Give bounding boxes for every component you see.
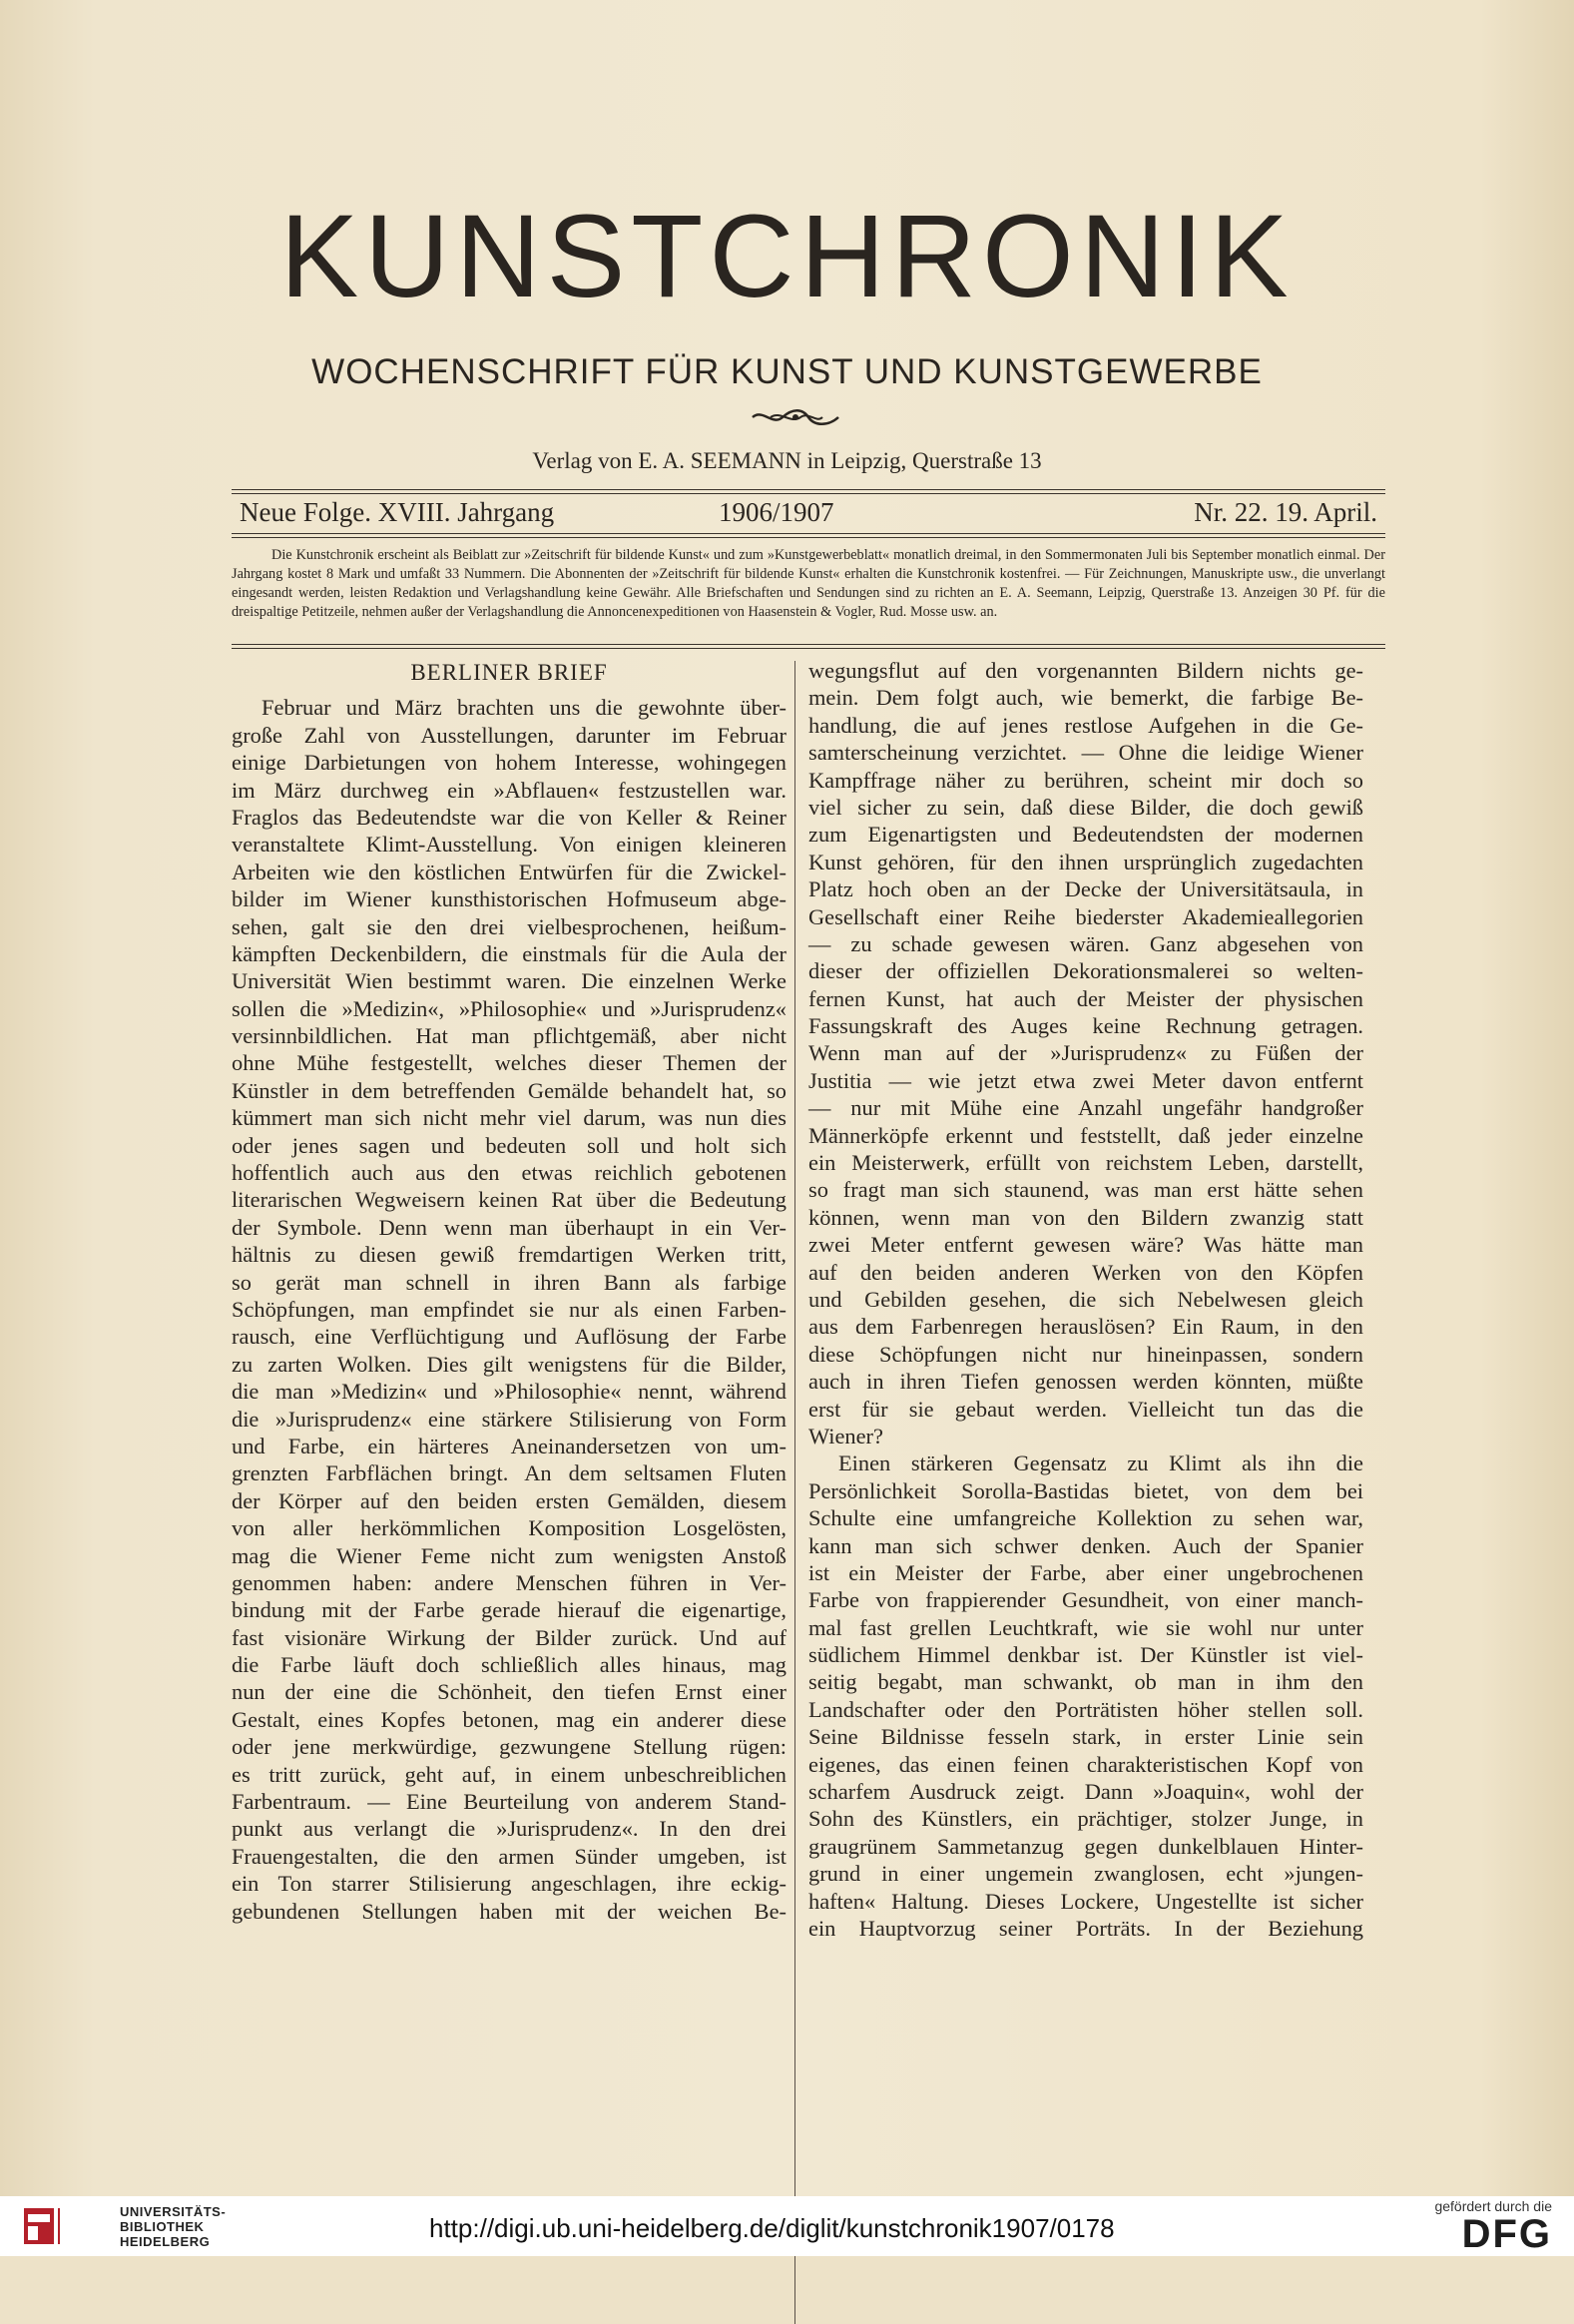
article-line: viel sicher zu sein, daß diese Bilder, die doch gewiß xyxy=(808,794,1363,820)
article-line: einige Darbietungen von hohem Interesse, wohingegen xyxy=(232,750,787,776)
article-column-left xyxy=(232,659,787,1925)
article-line: — nur mit Mühe eine Anzahl ungefähr handgroßer xyxy=(808,1095,1363,1121)
article-line: kann man sich schwer denken. Auch der Spanier xyxy=(808,1532,1363,1558)
article-line: sollen die »Medizin«, »Philosophie« und »Jurisprudenz« xyxy=(232,995,787,1021)
article-line: literarischen Wegweisern keinen Rat über die Bedeutung xyxy=(232,1187,787,1213)
article-line: und Farbe, ein härteres Aneinandersetzen von um- xyxy=(232,1433,787,1458)
article-line: so gerät man schnell in ihren Bann als farbige xyxy=(232,1269,787,1295)
article-line: die »Jurisprudenz« eine stärkere Stilisierung von Form xyxy=(232,1406,787,1432)
article-line: Seine Bildnisse fesseln stark, in erster Linie sein xyxy=(808,1724,1363,1750)
footer-bar xyxy=(0,2196,1574,2256)
article-line: Wiener? xyxy=(808,1423,883,1449)
library-line-1: UNIVERSITÄTS- xyxy=(120,2204,227,2219)
rule-mid-2 xyxy=(232,537,1385,538)
article-column-right xyxy=(808,657,1363,1942)
article-line: Fassungskraft des Auges keine Rechnung getragen. xyxy=(808,1013,1363,1039)
article-line: gebundenen Stellungen haben mit der weichen Be- xyxy=(232,1898,787,1924)
rule-bottom xyxy=(232,644,1385,645)
article-line: zum Eigenartigsten und Bedeutendsten der modernen xyxy=(808,822,1363,848)
article-line: Persönlichkeit Sorolla-Bastidas bietet, von dem bei xyxy=(808,1477,1363,1503)
article-line: fernen Kunst, hat auch der Meister der physischen xyxy=(808,985,1363,1011)
article-line: südlichem Himmel denkbar ist. Der Künstler ist viel- xyxy=(808,1642,1363,1668)
article-line: ist ein Meister der Farbe, aber einer ungebrochenen xyxy=(808,1559,1363,1585)
article-line: so fragt man sich staunend, was man erst hätte sehen xyxy=(808,1177,1363,1203)
article-line: Frauengestalten, die den armen Sünder umgeben, ist xyxy=(232,1843,787,1869)
source-url-link[interactable]: http://digi.ub.uni-heidelberg.de/diglit/kunstchronik1907/0178 xyxy=(429,2213,1115,2243)
article-line: der Körper auf den beiden ersten Gemälden, diesem xyxy=(232,1487,787,1513)
dfg-logo: DFG xyxy=(1461,2212,1552,2256)
article-line: zu zarten Wolken. Dies gilt wenigstens für die Bilder, xyxy=(232,1351,787,1377)
article-line: Gesellschaft einer Reihe biederster Akademieallegorien xyxy=(808,903,1363,929)
article-line: der Symbole. Denn wenn man überhaupt in ein Ver- xyxy=(232,1214,787,1240)
masthead-title: KUNSTCHRONIK xyxy=(279,191,1295,322)
article-line: erst für sie gebaut werden. Vielleicht tun das die xyxy=(808,1396,1363,1422)
article-line: Arbeiten wie den köstlichen Entwürfen für die Zwickel- xyxy=(232,859,787,884)
article-line: scharfem Ausdruck zeigt. Dann »Joaquin«, wohl der xyxy=(808,1779,1363,1805)
article-line: punkt aus verlangt die »Jurisprudenz«. In den drei xyxy=(232,1816,787,1842)
article-line: oder jenes sagen und bedeuten soll und holt sich xyxy=(232,1132,787,1158)
rule-mid xyxy=(232,533,1385,534)
article-line: nun der eine die Schönheit, den tiefen Ernst einer xyxy=(232,1679,787,1705)
article-line: Platz hoch oben an der Decke der Universitätsaula, in xyxy=(808,876,1363,902)
article-line: kämpften Deckenbildern, die einstmals für die Aula der xyxy=(232,940,787,966)
article-line: Schöpfungen, man empfindet sie nur als einen Farben- xyxy=(232,1296,787,1322)
article-line: die Farbe läuft doch schließlich alles hinaus, mag xyxy=(232,1652,787,1678)
article-line: von aller herkömmlichen Komposition Losgelösten, xyxy=(232,1515,787,1541)
article-line: hältnis zu diesen gewiß fremdartigen Werken tritt, xyxy=(232,1242,787,1268)
article-line: — zu schade gewesen wären. Ganz abgesehen von xyxy=(808,930,1363,956)
article-line: ein Meisterwerk, erfüllt von reichstem Leben, darstellt, xyxy=(808,1150,1363,1176)
article-line: Sohn des Künstlers, ein prächtiger, stolzer Junge, in xyxy=(808,1806,1363,1832)
article-line: Männerköpfe erkennt und feststellt, daß jeder einzelne xyxy=(808,1122,1363,1148)
rule-bottom-2 xyxy=(232,648,1385,649)
article-line: sehen, galt sie den drei vielbesprochenen, heißum- xyxy=(232,913,787,939)
article-line: diese Schöpfungen nicht nur hineinpassen, sondern xyxy=(808,1341,1363,1367)
article-line: Fraglos das Bedeutendste war die von Keller & Reiner xyxy=(232,804,787,830)
article-line: samterscheinung verzichtet. — Ohne die leidige Wiener xyxy=(808,740,1363,766)
article-line: haften« Haltung. Dieses Lockere, Ungestellte ist sicher xyxy=(808,1888,1363,1914)
article-line: dieser der offiziellen Dekorationsmalerei so welten- xyxy=(808,958,1363,984)
article-heading: BERLINER BRIEF xyxy=(410,660,608,685)
article-line: können, wenn man von den Bildern zwanzig statt xyxy=(808,1204,1363,1230)
university-logo-icon xyxy=(22,2204,112,2248)
article-line: grund in einer ungemein zwanglosen, echt »jungen- xyxy=(808,1861,1363,1887)
article-line: mal fast grellen Leuchtkraft, wie sie wohl nur unter xyxy=(808,1614,1363,1640)
rule-top-2 xyxy=(232,493,1385,494)
article-line: große Zahl von Ausstellungen, darunter im Februar xyxy=(232,722,787,748)
article-line: mag die Wiener Feme nicht zum wenigsten Anstoß xyxy=(232,1542,787,1568)
issue-row xyxy=(240,497,1377,527)
issue-series: Neue Folge. XVIII. Jahrgang xyxy=(240,497,555,527)
article-line: und Gebilden gesehen, die sich Nebelwesen gleich xyxy=(808,1286,1363,1312)
article-line: auch in ihren Tiefen genossen werden könnten, müßte xyxy=(808,1369,1363,1395)
article-line: Universität Wien bestimmt waren. Die einzelnen Werke xyxy=(232,968,787,994)
article-line: kümmert man sich nicht mehr viel darum, was nun dies xyxy=(232,1105,787,1131)
article-line: Einen stärkeren Gegensatz zu Klimt als ihn die xyxy=(838,1451,1363,1476)
article-line: Schulte eine umfangreiche Kollektion zu sehen war, xyxy=(808,1505,1363,1531)
article-line: ohne Mühe festgestellt, welches dieser Themen der xyxy=(232,1050,787,1076)
article-line: ein Ton starrer Stilisierung angeschlagen, ihre eckig- xyxy=(232,1871,787,1897)
article-line: Kampffrage näher zu berühren, scheint mir doch so xyxy=(808,767,1363,793)
article-line: Landschafter oder den Porträtisten höher stellen soll. xyxy=(808,1696,1363,1722)
issue-years: 1906/1907 xyxy=(719,497,834,527)
article-line: Wenn man auf der »Jurisprudenz« zu Füßen der xyxy=(808,1040,1363,1066)
ornament-icon xyxy=(751,406,840,428)
notice-text: Die Kunstchronik erscheint als Beiblatt zur »Zeitschrift für bildende Kunst« und zum »Kunstgewerbeblatt« monatlich dreimal, in den Sommermonaten Juli bis September monatlich einmal. Der Jahrgang kostet 8 Mark und umfaßt 33 Nummern. Die Abonnenten der »Zeitschrift für bildende Kunst« erhalten die Kunstchronik kostenfrei. — Für Zeichnungen, Manuskripte usw., die unverlangt eingesandt werden, leisten Redaktion und Verlagshandlung keine Gewähr. Alle Briefschaften und Sendungen sind zu richten an E. A. Seemann, Leipzig, Querstraße 13. Anzeigen 30 Pf. für die dreispaltige Petitzeile, nehmen außer der Verlagshandlung die Annoncenexpeditionen von Haasenstein & Vogler, Rud. Mosse usw. an. xyxy=(232,547,1385,620)
article-line: eigenes, das einen feinen charakteristischen Kopf von xyxy=(808,1751,1363,1777)
article-line: Künstler in dem betreffenden Gemälde behandelt hat, so xyxy=(232,1077,787,1103)
issue-number: Nr. 22. 19. April. xyxy=(1194,497,1377,527)
article-line: veranstaltete Klimt-Ausstellung. Von einigen kleineren xyxy=(232,832,787,858)
masthead-subtitle: WOCHENSCHRIFT FÜR KUNST UND KUNSTGEWERBE xyxy=(311,352,1263,391)
column-divider xyxy=(794,661,795,2324)
article-line: Farbentraum. — Eine Beurteilung von anderem Stand- xyxy=(232,1789,787,1815)
article-line: ein Hauptvorzug seiner Porträts. In der Beziehung xyxy=(808,1915,1363,1941)
article-line: auf den beiden anderen Werken von den Köpfen xyxy=(808,1259,1363,1285)
article-line: zwei Meter entfernt gewesen wäre? Was hätte man xyxy=(808,1232,1363,1258)
university-name xyxy=(120,2204,226,2249)
publisher-line: Verlag von E. A. SEEMANN in Leipzig, Querstraße 13 xyxy=(532,448,1042,473)
article-line: bindung mit der Farbe gerade hierauf die eigenartige, xyxy=(232,1597,787,1623)
article-line: handlung, die auf jenes restlose Aufgehen in die Ge- xyxy=(808,712,1363,738)
article-line: rausch, eine Verflüchtigung und Auflösung der Farbe xyxy=(232,1324,787,1350)
library-line-2: BIBLIOTHEK xyxy=(120,2219,205,2234)
article-line: graugrünem Sammetanzug gegen dunkelblauen Hinter- xyxy=(808,1833,1363,1859)
article-line: bilder im Wiener kunsthistorischen Hofmuseum abge- xyxy=(232,886,787,912)
article-line: aus dem Farbenregen herauslösen? Ein Raum, in den xyxy=(808,1314,1363,1340)
article-line: im März durchweg ein »Abflauen« festzustellen war. xyxy=(232,777,787,803)
article-line: die man »Medizin« und »Philosophie« nennt, während xyxy=(232,1379,787,1405)
article-line: seitig begabt, man schwankt, ob man in ihm den xyxy=(808,1669,1363,1695)
subscription-notice xyxy=(232,546,1385,622)
article-line: grenzten Farbflächen bringt. An dem seltsamen Fluten xyxy=(232,1460,787,1486)
article-line: oder jene merkwürdige, gezwungene Stellung rügen: xyxy=(232,1734,787,1760)
library-line-3: HEIDELBERG xyxy=(120,2234,211,2249)
article-line: genommen haben: andere Menschen führen in Ver- xyxy=(232,1569,787,1595)
article-line: Justitia — wie jetzt etwa zwei Meter davon entfernt xyxy=(808,1067,1363,1093)
article-line: mein. Dem folgt auch, wie bemerkt, die farbige Be- xyxy=(808,685,1363,711)
article-line: versinnbildlichen. Hat man pflichtgemäß, aber nicht xyxy=(232,1023,787,1049)
article-line: Kunst gehören, für den ihnen ursprünglich zugedachten xyxy=(808,849,1363,874)
article-line: Gestalt, eines Kopfes betonen, mag ein anderer diese xyxy=(232,1706,787,1732)
rule-top xyxy=(232,489,1385,490)
article-line: wegungsflut auf den vorgenannten Bildern nichts ge- xyxy=(808,658,1363,683)
article-line: fast visionäre Wirkung der Bilder zurück. Und auf xyxy=(232,1624,787,1650)
sponsor-text: gefördert durch die xyxy=(1434,2198,1552,2214)
article-line: hoffentlich auch aus den etwas reichlich gebotenen xyxy=(232,1160,787,1186)
article-line: Februar und März brachten uns die gewohnte über- xyxy=(262,695,787,721)
article-line: Farbe von frappierender Gesundheit, von einer manch- xyxy=(808,1587,1363,1613)
article-line: es tritt zurück, geht auf, in einem unbeschreiblichen xyxy=(232,1761,787,1787)
